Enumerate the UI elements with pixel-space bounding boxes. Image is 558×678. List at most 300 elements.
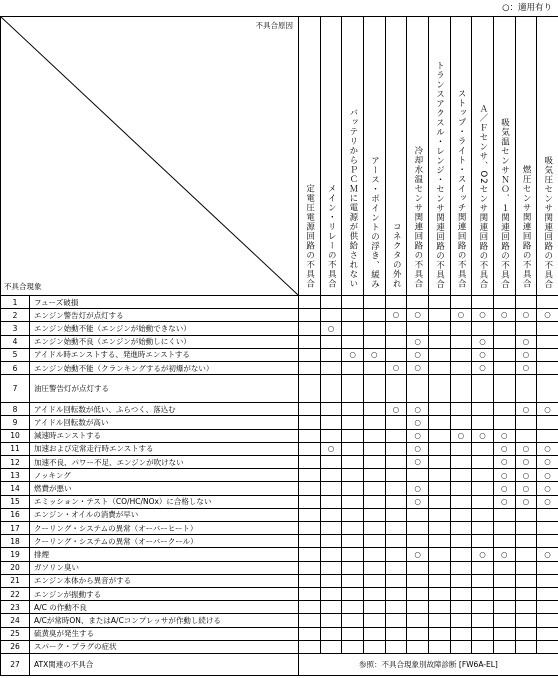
empty-cell — [472, 322, 494, 335]
empty-cell — [515, 561, 537, 574]
symptom-row — [1, 495, 558, 508]
row-number: 13 — [1, 469, 30, 482]
empty-cell — [537, 522, 558, 535]
applicable-mark: ○ — [450, 309, 472, 322]
empty-cell — [299, 295, 321, 308]
empty-cell — [450, 469, 472, 482]
empty-cell — [342, 482, 364, 495]
cause-column-label: 吸気温センサＮＯ．１関連回路の不具合 — [499, 117, 510, 289]
empty-cell — [515, 522, 537, 535]
row-number: 16 — [1, 508, 30, 521]
symptom-row — [1, 469, 558, 482]
applicable-mark: ○ — [515, 456, 537, 469]
cause-column-label: アース・ポイントの浮き、緩み — [369, 155, 380, 289]
row-number: 24 — [1, 614, 30, 627]
empty-cell — [407, 640, 429, 653]
empty-cell — [407, 469, 429, 482]
applicable-mark: ○ — [493, 429, 515, 442]
applicable-mark: ○ — [407, 361, 429, 374]
symptom-text: 燃費が悪い — [30, 482, 299, 495]
empty-cell — [428, 403, 450, 416]
empty-cell — [299, 361, 321, 374]
empty-cell — [299, 535, 321, 548]
cause-column-header — [428, 17, 450, 296]
applicable-mark: ○ — [515, 495, 537, 508]
empty-cell — [537, 535, 558, 548]
empty-cell — [363, 403, 385, 416]
empty-cell — [363, 375, 385, 403]
empty-cell — [342, 309, 364, 322]
cause-column-header — [363, 17, 385, 296]
header-row — [1, 17, 558, 296]
empty-cell — [299, 522, 321, 535]
empty-cell — [299, 469, 321, 482]
symptom-text: 硫黄臭が発生する — [30, 627, 299, 640]
empty-cell — [472, 482, 494, 495]
symptom-text: エンジン始動不能（クランキングするが初爆がない） — [30, 361, 299, 374]
empty-cell — [537, 561, 558, 574]
empty-cell — [472, 601, 494, 614]
empty-cell — [493, 322, 515, 335]
empty-cell — [493, 522, 515, 535]
empty-cell — [428, 535, 450, 548]
empty-cell — [515, 574, 537, 587]
applicable-mark: ○ — [472, 361, 494, 374]
empty-cell — [363, 442, 385, 455]
applicable-mark: ○ — [320, 442, 342, 455]
diagnosis-table — [0, 16, 558, 676]
cause-column-header — [493, 17, 515, 296]
symptom-row — [1, 309, 558, 322]
symptom-text: エンジンが振動する — [30, 588, 299, 601]
empty-cell — [472, 535, 494, 548]
empty-cell — [342, 469, 364, 482]
symptom-text: エンジン警告灯が点灯する — [30, 309, 299, 322]
empty-cell — [363, 627, 385, 640]
cause-column-label: 燃圧センサ関連回路の不具合 — [521, 165, 532, 289]
empty-cell — [299, 574, 321, 587]
empty-cell — [320, 375, 342, 403]
empty-cell — [428, 416, 450, 429]
empty-cell — [493, 574, 515, 587]
header-corner — [1, 17, 299, 296]
applicable-mark: ○ — [537, 403, 558, 416]
empty-cell — [299, 442, 321, 455]
row-number: 9 — [1, 416, 30, 429]
empty-cell — [320, 535, 342, 548]
applicable-mark: ○ — [407, 416, 429, 429]
empty-cell — [428, 522, 450, 535]
row-number: 19 — [1, 548, 30, 561]
empty-cell — [450, 588, 472, 601]
empty-cell — [342, 416, 364, 429]
empty-cell — [450, 495, 472, 508]
row-number: 12 — [1, 456, 30, 469]
applicable-mark: ○ — [493, 482, 515, 495]
symptom-text: アイドル時エンストする、発進時エンストする — [30, 348, 299, 361]
applicable-mark: ○ — [407, 348, 429, 361]
symptom-row — [1, 535, 558, 548]
empty-cell — [342, 456, 364, 469]
empty-cell — [472, 640, 494, 653]
empty-cell — [450, 361, 472, 374]
empty-cell — [428, 295, 450, 308]
cause-column-header — [515, 17, 537, 296]
empty-cell — [363, 322, 385, 335]
empty-cell — [299, 335, 321, 348]
symptom-row — [1, 508, 558, 521]
empty-cell — [515, 508, 537, 521]
symptom-row — [1, 482, 558, 495]
empty-cell — [320, 588, 342, 601]
empty-cell — [450, 574, 472, 587]
empty-cell — [363, 588, 385, 601]
empty-cell — [385, 614, 407, 627]
cause-column-header — [472, 17, 494, 296]
applicable-mark: ○ — [493, 456, 515, 469]
empty-cell — [320, 627, 342, 640]
row-number: 17 — [1, 522, 30, 535]
empty-cell — [342, 535, 364, 548]
applicable-mark: ○ — [515, 309, 537, 322]
symptom-text: アイドル回転数が高い — [30, 416, 299, 429]
empty-cell — [428, 361, 450, 374]
empty-cell — [363, 456, 385, 469]
empty-cell — [472, 469, 494, 482]
applicable-mark: ○ — [515, 469, 537, 482]
applicable-mark: ○ — [407, 456, 429, 469]
empty-cell — [493, 361, 515, 374]
empty-cell — [299, 508, 321, 521]
empty-cell — [385, 482, 407, 495]
empty-cell — [407, 295, 429, 308]
empty-cell — [385, 522, 407, 535]
empty-cell — [320, 429, 342, 442]
empty-cell — [385, 561, 407, 574]
applicable-mark: ○ — [537, 495, 558, 508]
symptom-row — [1, 548, 558, 561]
empty-cell — [537, 348, 558, 361]
applicable-mark: ○ — [537, 482, 558, 495]
row-number: 15 — [1, 495, 30, 508]
symptom-text: エミッション・テスト（CO/HC/NOx）に合格しない — [30, 495, 299, 508]
empty-cell — [342, 601, 364, 614]
empty-cell — [342, 361, 364, 374]
empty-cell — [385, 375, 407, 403]
empty-cell — [320, 522, 342, 535]
row-number: 5 — [1, 348, 30, 361]
empty-cell — [450, 375, 472, 403]
empty-cell — [363, 295, 385, 308]
empty-cell — [450, 442, 472, 455]
empty-cell — [450, 322, 472, 335]
row-number: 1 — [1, 295, 30, 308]
empty-cell — [385, 456, 407, 469]
empty-cell — [320, 416, 342, 429]
empty-cell — [428, 335, 450, 348]
empty-cell — [299, 495, 321, 508]
empty-cell — [320, 508, 342, 521]
empty-cell — [428, 588, 450, 601]
empty-cell — [428, 614, 450, 627]
empty-cell — [363, 640, 385, 653]
applicable-mark: ○ — [472, 309, 494, 322]
empty-cell — [363, 508, 385, 521]
empty-cell — [385, 495, 407, 508]
empty-cell — [342, 508, 364, 521]
empty-cell — [363, 482, 385, 495]
cause-column-label: ストップ・ライト・スイッチ関連回路の不具合 — [456, 89, 467, 289]
empty-cell — [407, 601, 429, 614]
empty-cell — [385, 442, 407, 455]
empty-cell — [342, 561, 364, 574]
empty-cell — [450, 335, 472, 348]
empty-cell — [363, 522, 385, 535]
row-number: 4 — [1, 335, 30, 348]
cause-column-header — [299, 17, 321, 296]
empty-cell — [428, 548, 450, 561]
symptom-row — [1, 403, 558, 416]
empty-cell — [493, 375, 515, 403]
applicable-mark: ○ — [407, 429, 429, 442]
symptom-row — [1, 361, 558, 374]
empty-cell — [363, 309, 385, 322]
empty-cell — [450, 640, 472, 653]
empty-cell — [407, 535, 429, 548]
empty-cell — [428, 482, 450, 495]
empty-cell — [472, 295, 494, 308]
row-number: 23 — [1, 601, 30, 614]
applicable-mark: ○ — [407, 495, 429, 508]
diagonal-divider — [1, 17, 298, 295]
empty-cell — [385, 548, 407, 561]
empty-cell — [450, 348, 472, 361]
empty-cell — [385, 322, 407, 335]
empty-cell — [299, 548, 321, 561]
empty-cell — [320, 469, 342, 482]
empty-cell — [537, 375, 558, 403]
applicable-mark: ○ — [385, 361, 407, 374]
empty-cell — [428, 309, 450, 322]
empty-cell — [450, 295, 472, 308]
empty-cell — [493, 403, 515, 416]
empty-cell — [472, 561, 494, 574]
empty-cell — [385, 335, 407, 348]
empty-cell — [450, 508, 472, 521]
symptom-row — [1, 561, 558, 574]
symptom-row — [1, 601, 558, 614]
empty-cell — [363, 335, 385, 348]
cause-column-label: トランスアクスル・レンジ・センサ関連回路の不具合 — [434, 60, 445, 289]
applicable-mark: ○ — [537, 548, 558, 561]
symptom-row — [1, 375, 558, 403]
empty-cell — [342, 522, 364, 535]
empty-cell — [299, 627, 321, 640]
symptom-row — [1, 654, 558, 676]
symptom-row — [1, 295, 558, 308]
applicable-mark: ○ — [407, 548, 429, 561]
cause-label: 不具合原因 — [255, 21, 293, 30]
empty-cell — [385, 508, 407, 521]
empty-cell — [385, 574, 407, 587]
applicable-mark: ○ — [493, 495, 515, 508]
empty-cell — [320, 403, 342, 416]
applicable-mark: ○ — [537, 456, 558, 469]
row-number: 7 — [1, 375, 30, 403]
applicable-mark: ○ — [537, 309, 558, 322]
applicable-mark: ○ — [537, 442, 558, 455]
empty-cell — [428, 442, 450, 455]
empty-cell — [450, 403, 472, 416]
empty-cell — [450, 482, 472, 495]
symptom-text: 加速および定常走行時エンストする — [30, 442, 299, 455]
empty-cell — [385, 627, 407, 640]
empty-cell — [407, 561, 429, 574]
empty-cell — [320, 548, 342, 561]
empty-cell — [493, 614, 515, 627]
empty-cell — [363, 535, 385, 548]
cause-column-label: 冷却水温センサ関連回路の不具合 — [412, 146, 423, 289]
empty-cell — [472, 574, 494, 587]
empty-cell — [320, 309, 342, 322]
applicable-mark: ○ — [493, 442, 515, 455]
symptom-text: ATX関連の不具合 — [30, 654, 299, 676]
empty-cell — [450, 548, 472, 561]
empty-cell — [363, 429, 385, 442]
row-number: 26 — [1, 640, 30, 653]
empty-cell — [493, 348, 515, 361]
empty-cell — [450, 561, 472, 574]
empty-cell — [299, 416, 321, 429]
row-number: 6 — [1, 361, 30, 374]
empty-cell — [385, 348, 407, 361]
empty-cell — [342, 322, 364, 335]
empty-cell — [537, 640, 558, 653]
empty-cell — [342, 442, 364, 455]
empty-cell — [320, 456, 342, 469]
row-number: 8 — [1, 403, 30, 416]
symptom-label: 不具合現象 — [4, 281, 42, 291]
empty-cell — [428, 469, 450, 482]
empty-cell — [320, 335, 342, 348]
empty-cell — [515, 588, 537, 601]
empty-cell — [537, 322, 558, 335]
empty-cell — [320, 482, 342, 495]
empty-cell — [342, 627, 364, 640]
empty-cell — [299, 456, 321, 469]
empty-cell — [450, 627, 472, 640]
symptom-text: エンジン始動不良（エンジンが始動しにくい） — [30, 335, 299, 348]
symptom-row — [1, 335, 558, 348]
empty-cell — [537, 627, 558, 640]
symptom-text: A/C の作動不良 — [30, 601, 299, 614]
empty-cell — [363, 574, 385, 587]
empty-cell — [537, 361, 558, 374]
symptom-text: クーリング・システムの異常（オーバーヒート） — [30, 522, 299, 535]
empty-cell — [450, 535, 472, 548]
empty-cell — [515, 601, 537, 614]
empty-cell — [428, 375, 450, 403]
empty-cell — [450, 456, 472, 469]
applicable-mark: ○ — [407, 442, 429, 455]
applicable-mark: ○ — [407, 482, 429, 495]
empty-cell — [515, 416, 537, 429]
empty-cell — [428, 456, 450, 469]
empty-cell — [342, 403, 364, 416]
applicable-mark: ○ — [515, 335, 537, 348]
symptom-text: スパーク・プラグの症状 — [30, 640, 299, 653]
empty-cell — [320, 295, 342, 308]
empty-cell — [342, 588, 364, 601]
empty-cell — [472, 495, 494, 508]
cause-column-header — [342, 17, 364, 296]
empty-cell — [472, 403, 494, 416]
applicable-mark: ○ — [407, 403, 429, 416]
empty-cell — [428, 640, 450, 653]
empty-cell — [515, 295, 537, 308]
empty-cell — [472, 416, 494, 429]
symptom-row — [1, 522, 558, 535]
empty-cell — [428, 601, 450, 614]
symptom-row — [1, 614, 558, 627]
applicable-mark: ○ — [493, 309, 515, 322]
empty-cell — [493, 416, 515, 429]
empty-cell — [320, 561, 342, 574]
empty-cell — [428, 561, 450, 574]
empty-cell — [472, 522, 494, 535]
cause-column-header — [450, 17, 472, 296]
empty-cell — [428, 429, 450, 442]
empty-cell — [342, 295, 364, 308]
row-number: 20 — [1, 561, 30, 574]
empty-cell — [407, 574, 429, 587]
symptom-row — [1, 627, 558, 640]
symptom-text: 油圧警告灯が点灯する — [30, 375, 299, 403]
empty-cell — [385, 416, 407, 429]
symptom-text: 減速時エンストする — [30, 429, 299, 442]
empty-cell — [472, 375, 494, 403]
row-number: 3 — [1, 322, 30, 335]
empty-cell — [342, 548, 364, 561]
empty-cell — [299, 614, 321, 627]
empty-cell — [342, 614, 364, 627]
empty-cell — [385, 469, 407, 482]
symptom-row — [1, 456, 558, 469]
empty-cell — [299, 561, 321, 574]
cause-column-label: 吸気圧センサ関連回路の不具合 — [542, 155, 553, 289]
empty-cell — [537, 429, 558, 442]
symptom-row — [1, 322, 558, 335]
symptom-text: A/Cが常時ON、またはA/Cコンプレッサが作動し続ける — [30, 614, 299, 627]
row-number: 10 — [1, 429, 30, 442]
symptom-text: クーリング・システムの異常（オーバークール） — [30, 535, 299, 548]
empty-cell — [472, 508, 494, 521]
row-number: 2 — [1, 309, 30, 322]
reference-note: 参照：不具合現象別故障診断 [FW6A-EL] — [299, 654, 558, 676]
empty-cell — [515, 614, 537, 627]
row-number: 25 — [1, 627, 30, 640]
empty-cell — [299, 403, 321, 416]
empty-cell — [363, 614, 385, 627]
applicable-mark: ○ — [342, 348, 364, 361]
symptom-row — [1, 416, 558, 429]
empty-cell — [342, 495, 364, 508]
row-number: 14 — [1, 482, 30, 495]
empty-cell — [407, 322, 429, 335]
empty-cell — [493, 640, 515, 653]
empty-cell — [407, 614, 429, 627]
symptom-text: ガソリン臭い — [30, 561, 299, 574]
